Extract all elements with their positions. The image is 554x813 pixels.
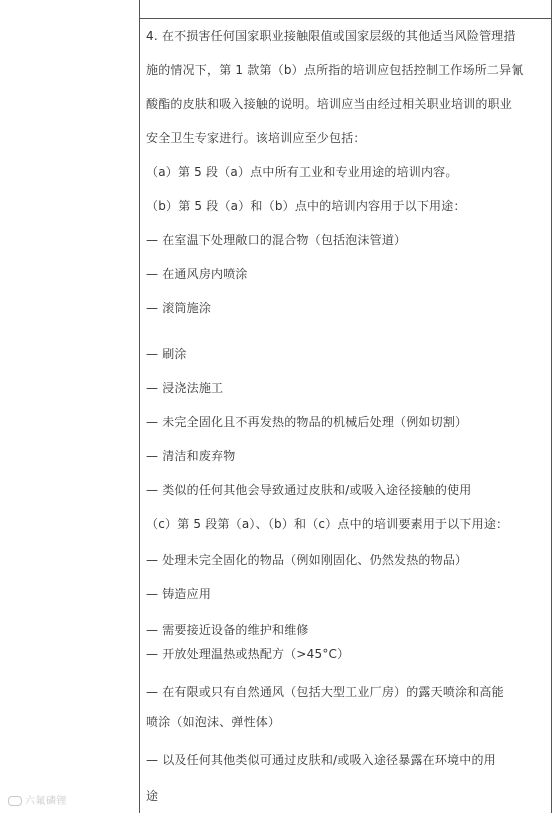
list-item: — 在有限或只有自然通风（包括大型工业厂房）的露天喷涂和高能	[146, 685, 504, 699]
text-line: 酸酯的皮肤和吸入接触的说明。培训应当由经过相关职业培训的职业	[146, 97, 513, 111]
table-border-top	[139, 18, 552, 19]
left-table-column	[0, 0, 139, 813]
list-item: — 以及任何其他类似可通过皮肤和/或吸入途径暴露在环境中的用	[146, 753, 496, 767]
list-item: — 需要接近设备的维护和维修	[146, 623, 309, 637]
list-item: — 滚筒施涂	[146, 301, 212, 315]
text-line: 施的情况下，第 1 款第（b）点所指的培训应包括控制工作场所二异氰	[146, 63, 524, 77]
table-border-left	[139, 0, 140, 813]
list-item: — 开放处理温热或热配方（>45°C）	[146, 647, 350, 661]
text-line: 4. 在不损害任何国家职业接触限值或国家层级的其他适当风险管理措	[146, 29, 516, 43]
watermark-text: 六氟磷锂	[25, 796, 67, 807]
list-item: — 未完全固化且不再发热的物品的机械后处理（例如切割）	[146, 415, 468, 429]
list-item: — 刷涂	[146, 347, 187, 361]
list-item: — 铸造应用	[146, 587, 212, 601]
table-border-right	[551, 0, 552, 813]
list-item: — 清洁和废弃物	[146, 449, 236, 463]
text-line: 安全卫生专家进行。该培训应至少包括：	[146, 131, 366, 145]
text-line: 途	[146, 789, 159, 803]
text-line: （b）第 5 段（a）和（b）点中的培训内容用于以下用途：	[146, 199, 466, 213]
text-line: （c）第 5 段第（a）、（b）和（c）点中的培训要素用于以下用途：	[146, 517, 509, 531]
list-item: — 类似的任何其他会导致通过皮肤和/或吸入途径接触的使用	[146, 483, 472, 497]
list-item: — 在室温下处理敞口的混合物（包括泡沫管道）	[146, 233, 407, 247]
text-line: 喷涂（如泡沫、弹性体）	[146, 715, 281, 729]
list-item: — 浸浇法施工	[146, 381, 224, 395]
text-line: （a）第 5 段（a）点中所有工业和专业用途的培训内容。	[146, 165, 458, 179]
list-item: — 在通风房内喷涂	[146, 267, 248, 281]
list-item: — 处理未完全固化的物品（例如刚固化、仍然发热的物品）	[146, 553, 468, 567]
watermark	[8, 792, 67, 807]
weibo-icon	[8, 796, 22, 806]
